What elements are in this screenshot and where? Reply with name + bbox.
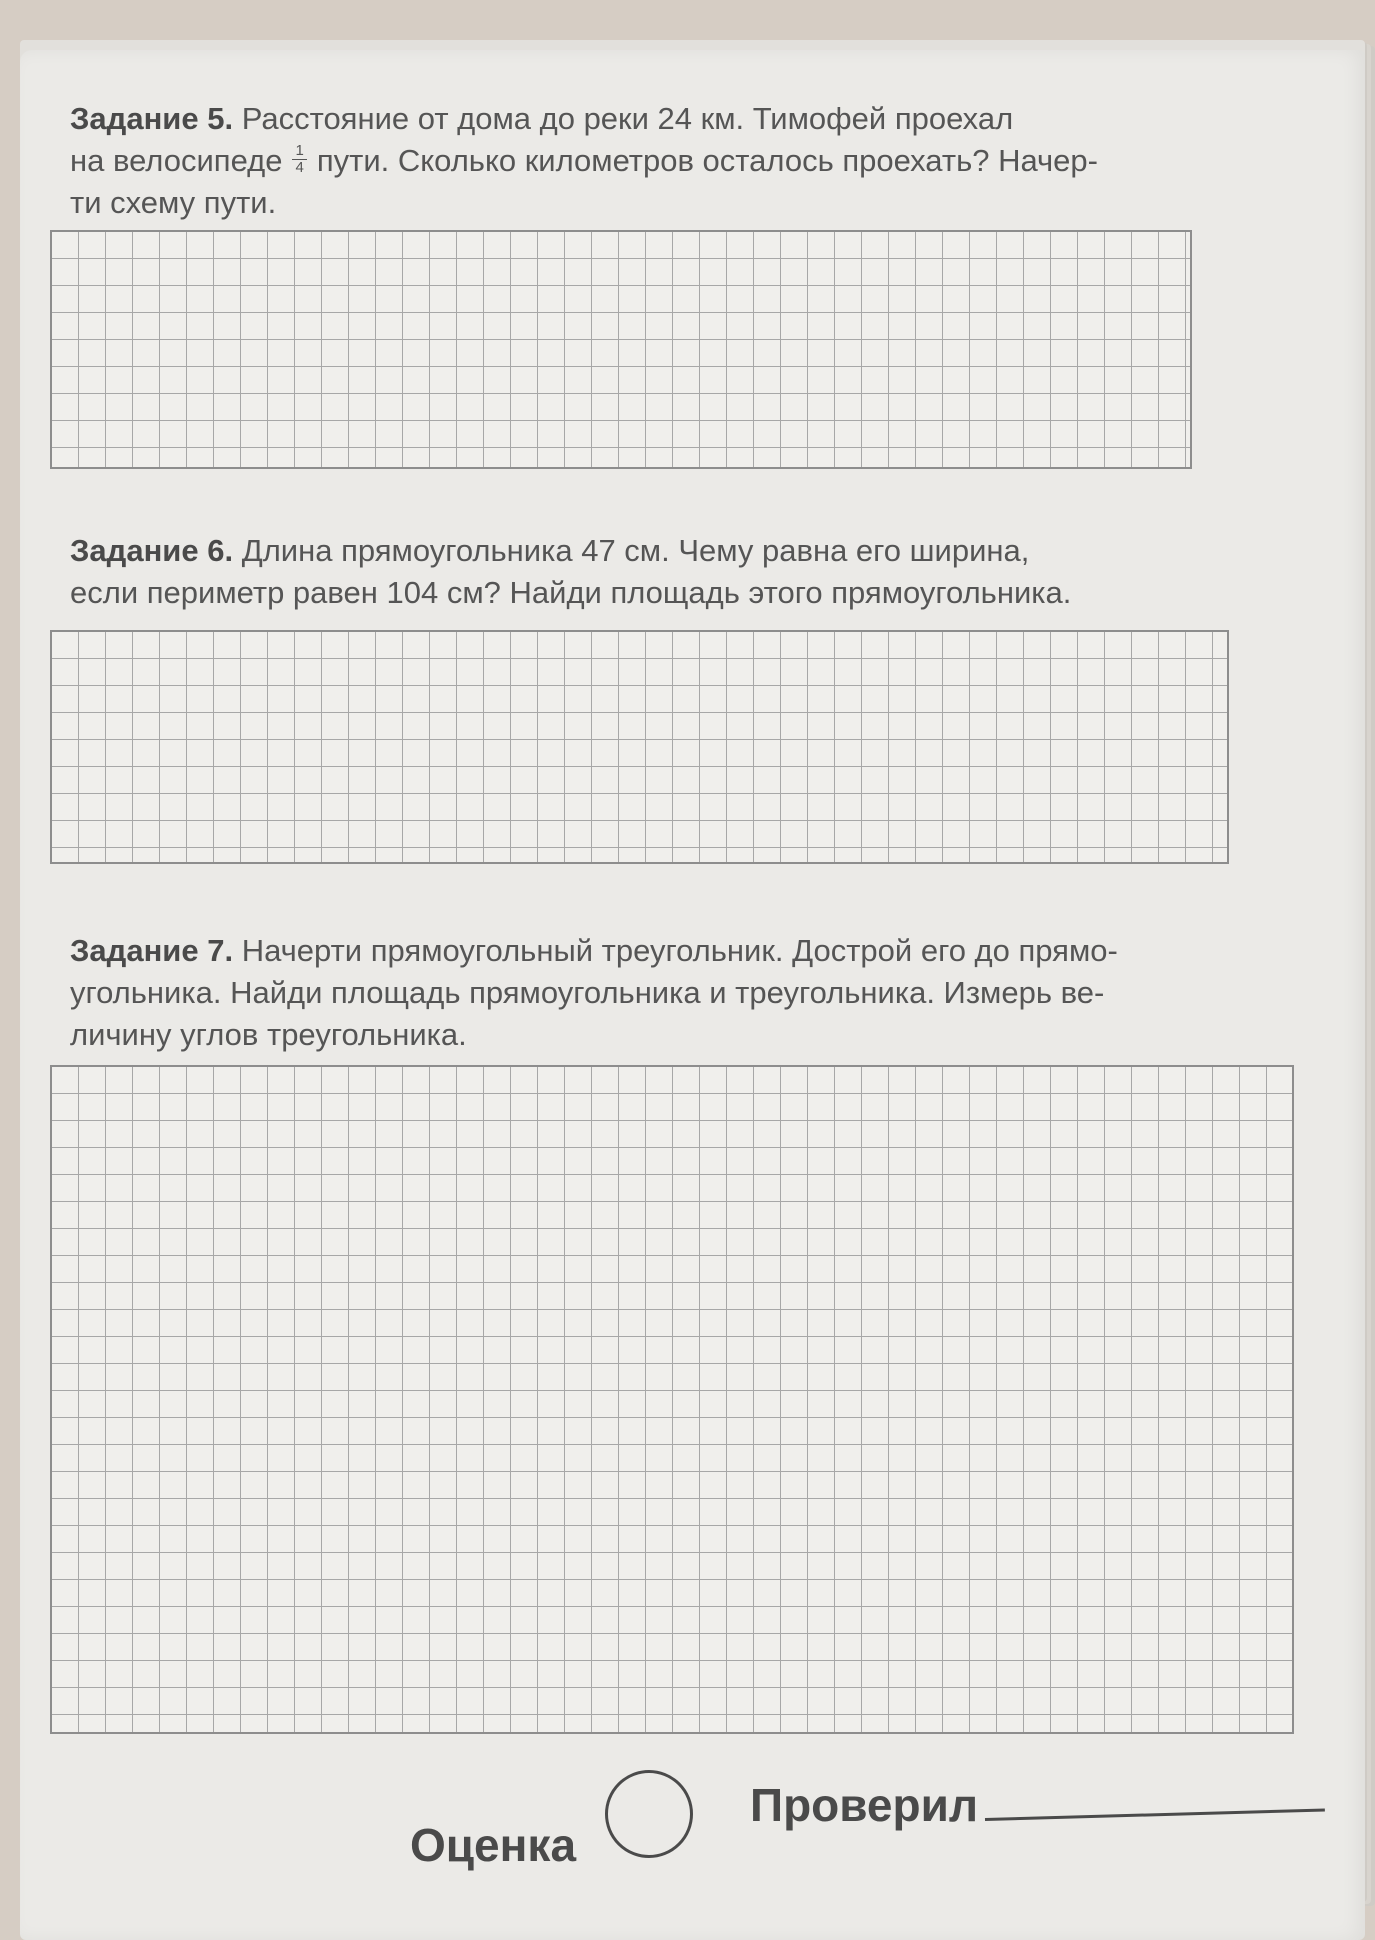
task-6-text-2: если периметр равен 104 см? Найди площадь этого прямоугольника. — [70, 575, 1072, 610]
workbook-page — [20, 50, 1365, 1940]
task-5-line-3 — [70, 182, 1180, 224]
checked-by-label: Проверил — [750, 1779, 979, 1831]
fraction-denominator: 4 — [295, 159, 304, 177]
task-5-text-2b: пути. Сколько километров осталось проехать? Начер- — [316, 143, 1098, 178]
grading-footer — [20, 1750, 1365, 1890]
grade-label: Оценка — [410, 1819, 577, 1871]
workbook-page-stack — [20, 40, 1365, 1900]
task-5-heading: Задание 5. — [70, 101, 234, 136]
task-6 — [70, 530, 1215, 614]
task-6-answer-grid[interactable] — [50, 630, 1229, 864]
task-6-line-2 — [70, 572, 1215, 614]
task-5-answer-grid[interactable] — [50, 230, 1192, 469]
task-7-line-3 — [70, 1014, 1250, 1056]
task-7-text-2: угольника. Найди площадь прямоугольника и треугольника. Измерь ве- — [70, 975, 1105, 1010]
task-5-line-1 — [70, 98, 1180, 140]
task-7-line-1 — [70, 930, 1250, 972]
checked-by-signature-line[interactable] — [985, 1809, 1325, 1821]
task-7-line-2 — [70, 972, 1250, 1014]
task-5 — [70, 98, 1180, 224]
task-5-text-2a: на велосипеде — [70, 143, 283, 178]
task-7-text-1: Начерти прямоугольный треугольник. Дострой его до прямо- — [241, 933, 1118, 968]
task-6-line-1 — [70, 530, 1215, 572]
task-6-heading: Задание 6. — [70, 533, 234, 568]
fraction-numerator: 1 — [292, 143, 306, 160]
task-6-text-1: Длина прямоугольника 47 см. Чему равна его ширина, — [241, 533, 1030, 568]
task-7-answer-grid[interactable] — [50, 1065, 1294, 1734]
fraction-one-quarter — [292, 143, 306, 176]
task-5-text-1: Расстояние от дома до реки 24 км. Тимофей проехал — [241, 101, 1014, 136]
task-7 — [70, 930, 1250, 1056]
grade-circle-field[interactable] — [605, 1770, 693, 1858]
task-5-text-3: ти схему пути. — [70, 185, 277, 220]
task-5-line-2 — [70, 140, 1180, 182]
task-7-heading: Задание 7. — [70, 933, 234, 968]
task-7-text-3: личину углов треугольника. — [70, 1017, 467, 1052]
